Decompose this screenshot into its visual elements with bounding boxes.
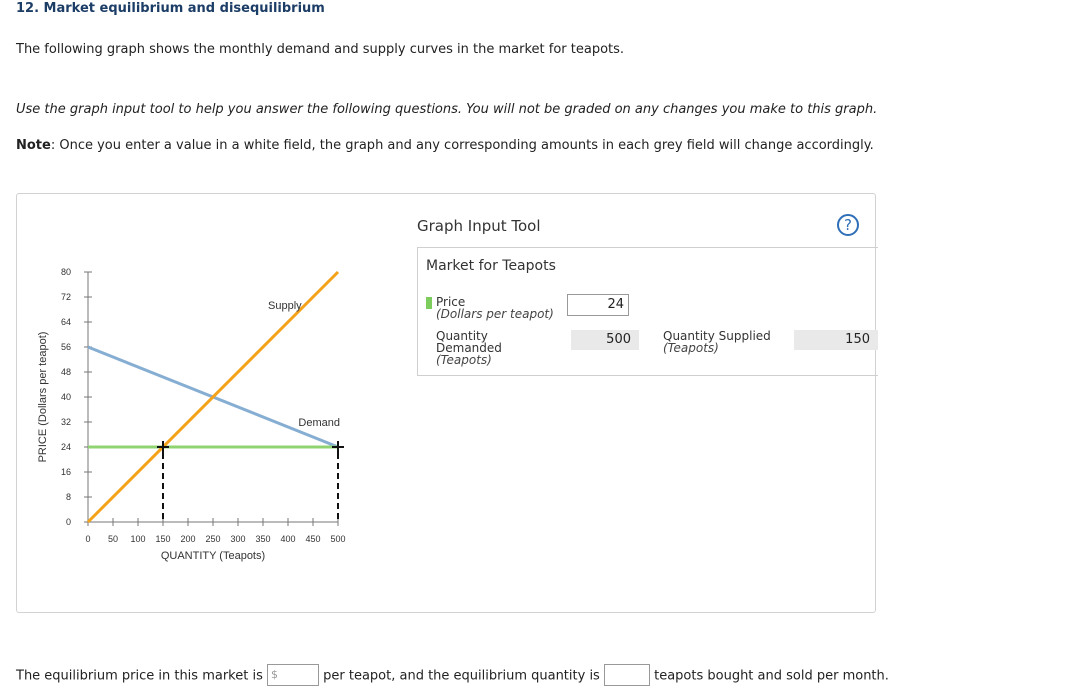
answer-text-3: teapots bought and sold per month.: [649, 668, 889, 684]
x-tick-label: 0: [85, 534, 91, 544]
x-tick-label: 400: [280, 534, 296, 544]
x-tick-label: 150: [155, 534, 171, 544]
x-axis-label: QUANTITY (Teapots): [160, 550, 266, 562]
price-swatch: [426, 297, 432, 309]
answer-text-2: per teapot, and the equilibrium quantity is: [319, 668, 604, 684]
y-tick-label: 64: [60, 317, 71, 327]
demand-supply-graph[interactable]: [17, 194, 397, 594]
graph-panel: [16, 193, 876, 613]
quantity-demanded-label: Quantity: [436, 329, 488, 343]
y-tick-label: 32: [60, 417, 71, 427]
intro-text: The following graph shows the monthly demand and supply curves in the market for teapots.: [16, 42, 625, 57]
quantity-supplied-value: 150: [794, 330, 878, 350]
y-axis-label: PRICE (Dollars per teapot): [37, 331, 49, 463]
note-text: [16, 138, 874, 153]
equilibrium-price-input[interactable]: $: [267, 664, 319, 686]
note-body: : Once you enter a value in a white field, the graph and any corresponding amounts in each grey field will change accordingly.: [50, 138, 874, 153]
x-tick-label: 50: [107, 534, 119, 544]
note-label: Note: [16, 138, 51, 153]
x-tick-label: 300: [230, 534, 246, 544]
y-tick-label: 0: [65, 517, 71, 527]
y-tick-label: 16: [60, 467, 71, 477]
instruction-text: Use the graph input tool to help you answer the following questions. You will not be graded on any changes you make to this graph.: [16, 102, 878, 117]
market-title: Market for Teapots: [426, 258, 556, 274]
graph-input-tool: [417, 247, 878, 376]
quantity-demanded-label-2: Demanded: [436, 341, 502, 355]
price-label: Price: [436, 295, 466, 309]
y-tick-label: 40: [60, 392, 71, 402]
y-tick-label: 24: [60, 442, 71, 452]
y-tick-label: 72: [60, 292, 71, 302]
supply-label: Supply: [268, 300, 302, 312]
x-tick-label: 350: [255, 534, 271, 544]
quantity-supplied-label: Quantity Supplied: [663, 329, 771, 343]
x-tick-label: 450: [305, 534, 321, 544]
quantity-supplied-unit: (Teapots): [663, 341, 719, 355]
x-tick-label: 250: [205, 534, 221, 544]
x-tick-label: 200: [180, 534, 196, 544]
y-tick-label: 48: [60, 367, 71, 377]
quantity-demanded-value: 500: [571, 330, 639, 350]
x-tick-label: 500: [330, 534, 346, 544]
answer-text-1: The equilibrium price in this market is: [16, 668, 267, 684]
x-tick-label: 100: [130, 534, 146, 544]
y-tick-label: 80: [60, 267, 71, 277]
equilibrium-quantity-input[interactable]: [604, 664, 650, 686]
answer-sentence: [16, 665, 889, 687]
price-unit: (Dollars per teapot): [436, 307, 554, 321]
page-title: 12. Market equilibrium and disequilibrium: [16, 1, 325, 16]
help-icon[interactable]: ?: [837, 214, 859, 236]
y-tick-label: 8: [65, 492, 71, 502]
demand-label: Demand: [298, 417, 340, 429]
price-input[interactable]: 24: [567, 294, 629, 316]
graph-input-tool-title: Graph Input Tool: [417, 217, 541, 235]
y-tick-label: 56: [60, 342, 71, 352]
quantity-demanded-unit: (Teapots): [436, 353, 492, 367]
